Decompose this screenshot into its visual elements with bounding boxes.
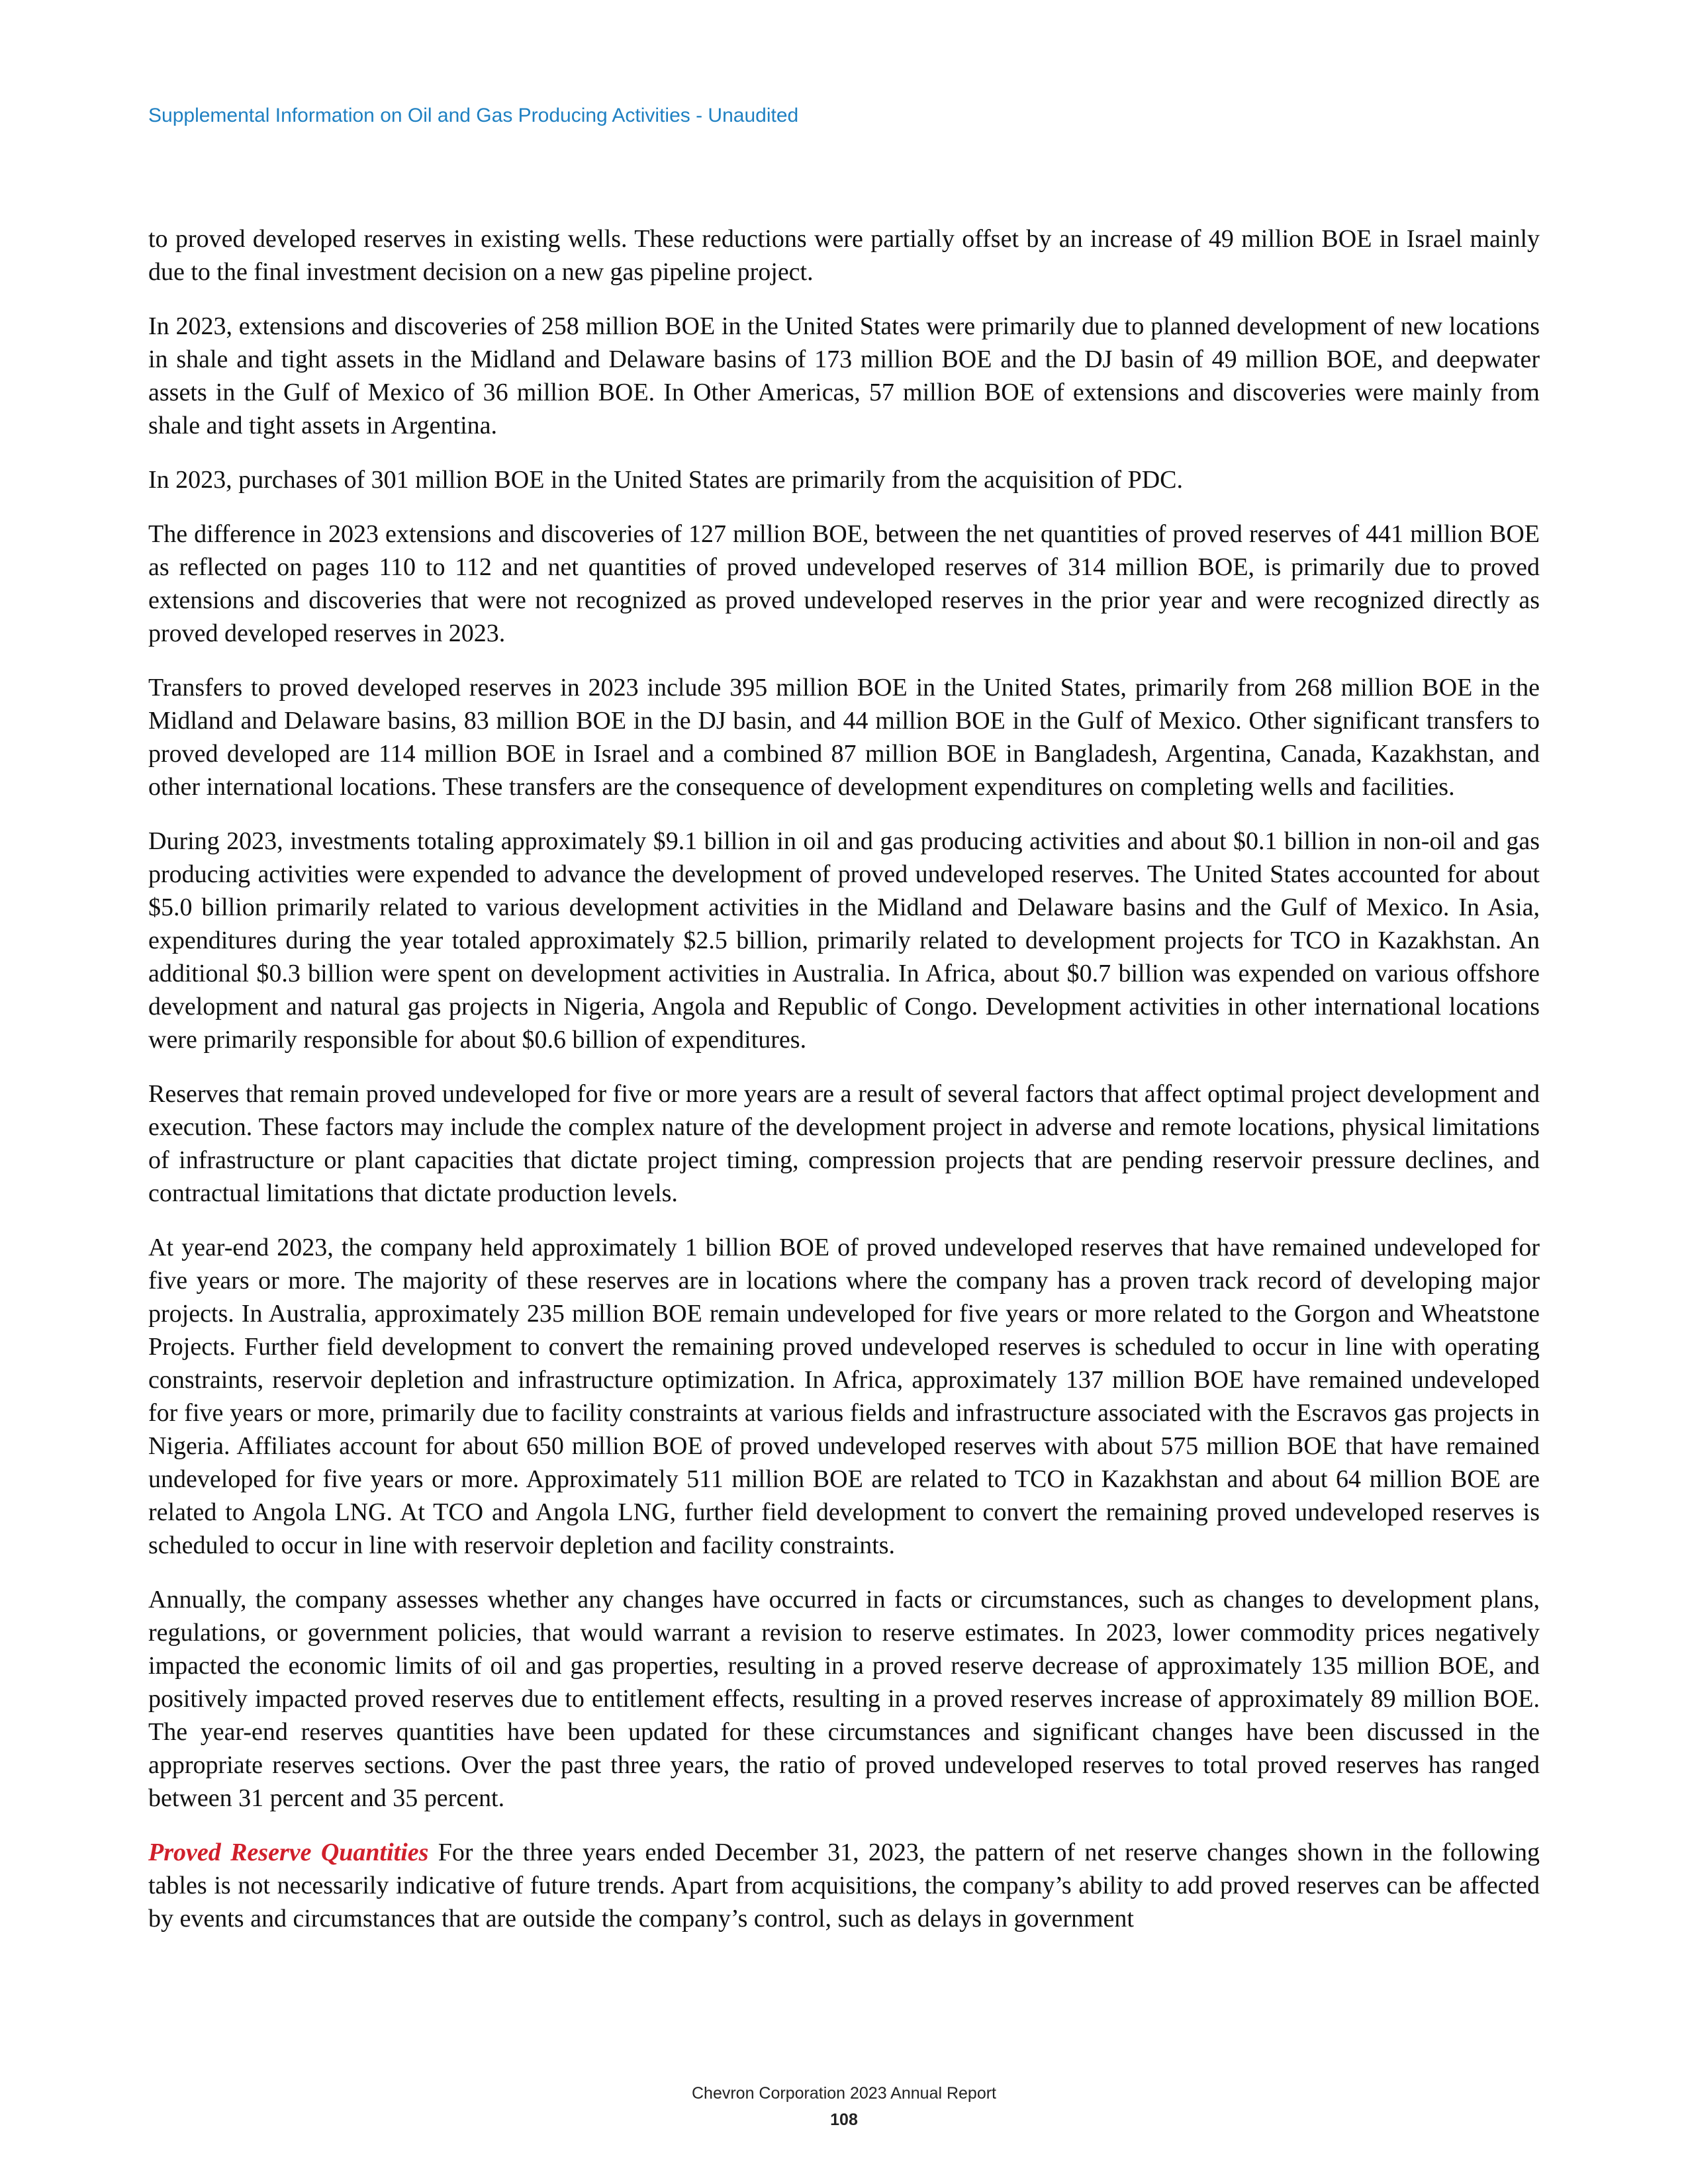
main-content [148,222,1540,1956]
section-lead-heading: Proved Reserve Quantities [148,1839,429,1866]
paragraph-transfers: Transfers to proved developed reserves in 2023 include 395 million BOE in the United States, primarily from 268 million BOE in the Midland and Delaware basins, 83 million BOE in the DJ basin, and 44 million BOE in the Gulf of Mexico. Other significant transfers to proved developed are 114 million BOE in Israel and a combined 87 million BOE in Bangladesh, Argentina, Canada, Kazakhstan, and other international locations. These transfers are the consequence of development expenditures on completing wells and facilities. [148,674,1540,801]
page-number: 108 [830,2111,858,2129]
page-footer [0,2082,1688,2131]
paragraph-proved-reserve-quantities [148,1836,1540,1935]
paragraph-difference: The difference in 2023 extensions and discoveries of 127 million BOE, between the net quantities of proved reserves of 441 million BOE as reflected on pages 110 to 112 and net quantities of proved undeveloped reserves of 314 million BOE, is primarily due to proved extensions and discoveries that were not recognized as proved undeveloped reserves in the prior year and were recognized directly as proved developed reserves in 2023. [148,520,1540,647]
page-header-title: Supplemental Information on Oil and Gas Producing Activities - Unaudited [148,105,799,126]
footer-report-title: Chevron Corporation 2023 Annual Report [691,2084,997,2103]
paragraph-investments: During 2023, investments totaling approximately $9.1 billion in oil and gas producing activities and about $0.1 billion in non-oil and gas producing activities were expended to advance the development of proved undeveloped reserves. The United States accounted for about $5.0 billion primarily related to various development activities in the Midland and Delaware basins and the Gulf of Mexico. In Asia, expenditures during the year totaled approximately $2.5 billion, primarily related to development projects for TCO in Kazakhstan. An additional $0.3 billion were spent on development activities in Australia. In Africa, about $0.7 billion was expended on various offshore development and natural gas projects in Nigeria, Angola and Republic of Congo. Development activities in other international locations were primarily responsible for about $0.6 billion of expenditures. [148,827,1540,1054]
paragraph-year-end-2023: At year-end 2023, the company held approximately 1 billion BOE of proved undeveloped reserves that have remained undeveloped for five years or more. The majority of these reserves are in locations where the company has a proven track record of developing major projects. In Australia, approximately 235 million BOE remain undeveloped for five years or more related to the Gorgon and Wheatstone Projects. Further field development to convert the remaining proved undeveloped reserves is scheduled to occur in line with operating constraints, reservoir depletion and infrastructure optimization. In Africa, approximately 137 million BOE have remained undeveloped for five years or more, primarily due to facility constraints at various fields and infrastructure associated with the Escravos gas projects in Nigeria. Affiliates account for about 650 million BOE of proved undeveloped reserves with about 575 million BOE that have remained undeveloped for five years or more. Approximately 511 million BOE are related to TCO in Kazakhstan and about 64 million BOE are related to Angola LNG. At TCO and Angola LNG, further field development to convert the remaining proved undeveloped reserves is scheduled to occur in line with reservoir depletion and facility constraints. [148,1234,1540,1559]
paragraph-text: For the three years ended December 31, 2023, the pattern of net reserve changes shown in the following tables is not necessarily indicative of future trends. Apart from acquisitions, the company’s ability to add proved reserves can be affected by events and circumstances that are outside the company’s control, such as delays in government [148,1839,1540,1933]
paragraph-extensions-discoveries: In 2023, extensions and discoveries of 258 million BOE in the United States were primarily due to planned development of new locations in shale and tight assets in the Midland and Delaware basins of 173 million BOE and the DJ basin of 49 million BOE, and deepwater assets in the Gulf of Mexico of 36 million BOE. In Other Americas, 57 million BOE of extensions and discoveries were mainly from shale and tight assets in Argentina. [148,312,1540,439]
paragraph-purchases: In 2023, purchases of 301 million BOE in the United States are primarily from the acquisition of PDC. [148,466,1184,494]
paragraph-annual-assessment: Annually, the company assesses whether any changes have occurred in facts or circumstances, such as changes to development plans, regulations, or government policies, that would warrant a revision to reserve estimates. In 2023, lower commodity prices negatively impacted the economic limits of oil and gas properties, resulting in a proved reserve decrease of approximately 135 million BOE, and positively impacted proved reserves due to entitlement effects, resulting in a proved reserves increase of approximately 89 million BOE. The year-end reserves quantities have been updated for these circumstances and significant changes have been discussed in the appropriate reserves sections. Over the past three years, the ratio of proved undeveloped reserves to total proved reserves has ranged between 31 percent and 35 percent. [148,1586,1540,1812]
paragraph-five-year-factors: Reserves that remain proved undeveloped for five or more years are a result of several factors that affect optimal project development and execution. These factors may include the complex nature of the development project in adverse and remote locations, physical limitations of infrastructure or plant capacities that dictate project timing, compression projects that are pending reservoir pressure declines, and contractual limitations that dictate production levels. [148,1080,1540,1207]
paragraph-continuation: to proved developed reserves in existing wells. These reductions were partially offset by an increase of 49 million BOE in Israel mainly due to the final investment decision on a new gas pipeline project. [148,225,1540,286]
